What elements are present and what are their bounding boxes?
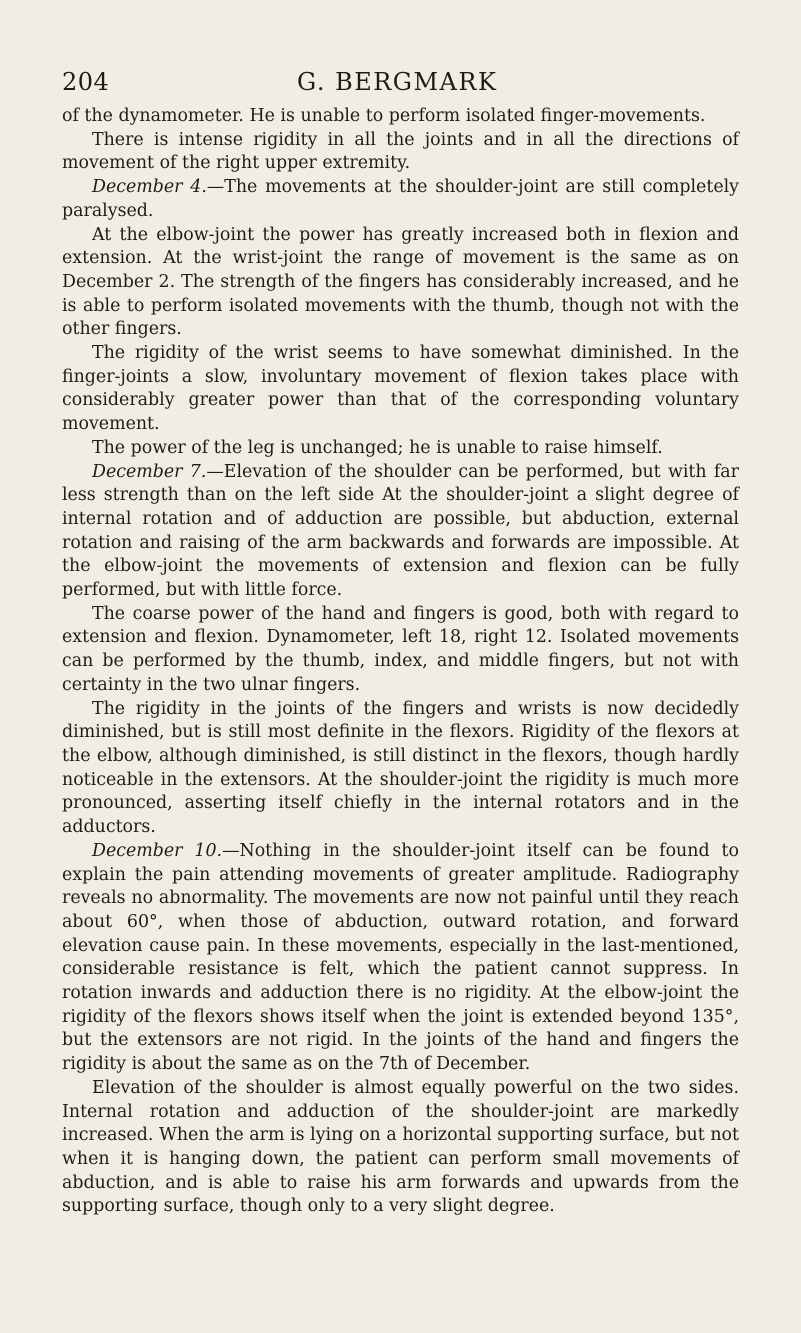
paragraph xyxy=(62,1077,739,1219)
paragraph-text: Elevation of the shoulder is almost equally powerful on the two sides. Internal rotation and adduction of the shoulder-joint are markedly increased. When the arm is lying on a horizontal supporting surface, but not when it is hanging down, the patient can perform small movements of abduction, and is able to raise his arm forwards and upwards from the supporting surface, though only to a very slight degree. xyxy=(62,1077,739,1217)
entry-date: December 4. xyxy=(92,177,207,198)
paragraph xyxy=(62,461,739,603)
running-header xyxy=(62,68,739,98)
body-text xyxy=(62,105,739,1219)
paragraph-text: —Elevation of the shoulder can be performed, but with far less strength than on the left side At the shoulder-joint a slight degree of internal rotation and of adduction are possible, but abduction, external rotation and raising of the arm backwards and forwards are impossible. At the elbow-joint the movements of extension and flexion can be fully performed, but with little force. xyxy=(62,461,739,601)
paragraph xyxy=(62,105,739,129)
running-head-author: G. BERGMARK xyxy=(297,68,498,96)
paragraph xyxy=(62,698,739,840)
paragraph xyxy=(62,342,739,437)
paragraph xyxy=(62,176,739,223)
page-number: 204 xyxy=(62,68,110,96)
paragraph xyxy=(62,224,739,343)
paragraph-text: The rigidity of the wrist seems to have somewhat diminished. In the finger-joints a slow, involuntary movement of flexion takes place with considerably greater power than that of the corresponding voluntary movement. xyxy=(62,343,739,435)
paragraph-text: The power of the leg is unchanged; he is unable to raise himself. xyxy=(92,437,663,458)
paragraph-text: The rigidity in the joints of the fingers and wrists is now decidedly diminished, but is still most definite in the flexors. Rigidity of the flexors at the elbow, although diminished, is still distinct in the flexors, though hardly noticeable in the extensors. At the shoulder-joint the rigidity is much more pronounced, asserting itself chiefly in the internal rotators and in the adductors. xyxy=(62,698,739,838)
paragraph xyxy=(62,603,739,698)
paragraph-text: —The movements at the shoulder-joint are still completely paralysed. xyxy=(62,177,739,221)
entry-date: December 10. xyxy=(92,840,223,861)
paragraph xyxy=(62,840,739,1077)
paragraph-text: There is intense rigidity in all the joints and in all the directions of movement of the right upper extremity. xyxy=(62,129,739,174)
paragraph-text: —Nothing in the shoulder-joint itself can be found to explain the pain attending movements of greater amplitude. Radiography reveals no abnormality. The movements are now not painful until they reach about 60°, when those of abduction, outward rotation, and forward elevation cause pain. In these movements, especially in the last-mentioned, considerable resistance is felt, which the patient cannot suppress. In rotation inwards and adduction there is no rigidity. At the elbow-joint the rigidity of the flexors shows itself when the joint is extended beyond 135°, but the extensors are not rigid. In the joints of the hand and fingers the rigidity is about the same as on the 7th of December. xyxy=(62,840,739,1075)
paragraph-text: The coarse power of the hand and fingers is good, both with regard to extension and flexion. Dynamometer, left 18, right 12. Isolated movements can be performed by the thumb, index, and middle fingers, but not with certainty in the two ulnar fingers. xyxy=(62,603,739,695)
entry-date: December 7. xyxy=(92,461,207,482)
paragraph xyxy=(62,437,739,461)
paragraph-text: of the dynamometer. He is unable to perform isolated finger-movements. xyxy=(62,106,706,126)
paragraph-text: At the elbow-joint the power has greatly increased both in flexion and extension. At the wrist-joint the range of movement is the same as on December 2. The strength of the fingers has considerably increased, and he is able to perform isolated movements with the thumb, though not with the other fingers. xyxy=(62,224,739,340)
paragraph xyxy=(62,129,739,176)
